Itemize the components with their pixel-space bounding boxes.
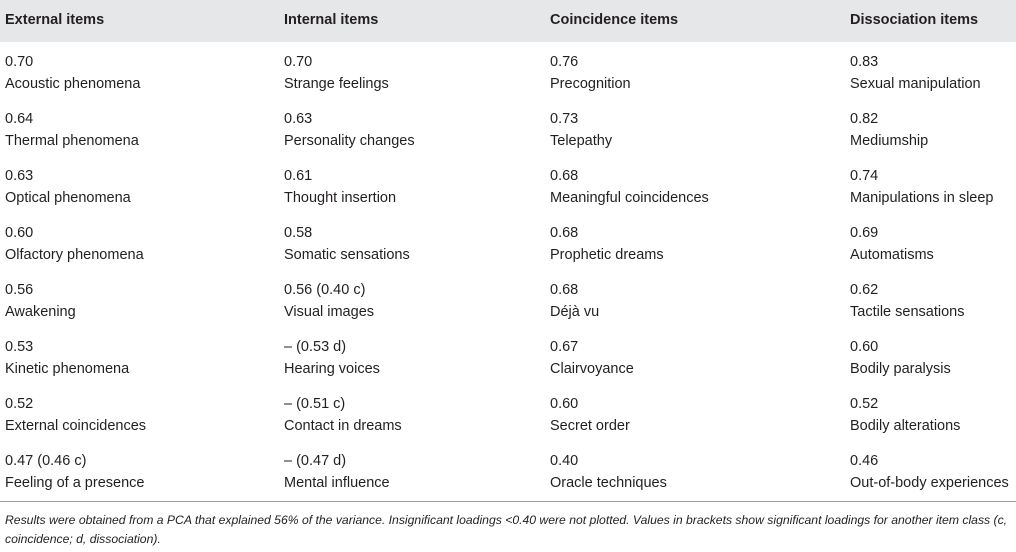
item-label: Tactile sensations xyxy=(850,304,965,320)
table-cell xyxy=(284,441,390,492)
loading-value: 0.63 xyxy=(284,111,313,127)
item-label: Telepathy xyxy=(550,133,613,149)
loading-value: 0.52 xyxy=(5,396,34,412)
table-row xyxy=(0,213,1016,270)
table-cell xyxy=(284,384,402,435)
item-label: Prophetic dreams xyxy=(550,247,664,263)
item-label: Olfactory phenomena xyxy=(5,247,144,263)
item-label: Sexual manipulation xyxy=(850,76,981,92)
table-cell xyxy=(550,327,634,378)
table-cell xyxy=(850,99,928,150)
loading-value: 0.68 xyxy=(550,282,579,298)
item-label: Bodily alterations xyxy=(850,418,961,434)
header-coincidence-items: Coincidence items xyxy=(550,12,679,28)
loading-value: – (0.53 d) xyxy=(284,339,347,355)
table-cell xyxy=(5,99,139,150)
loading-value: 0.70 xyxy=(284,54,313,70)
table-row xyxy=(0,156,1016,213)
item-label: Contact in dreams xyxy=(284,418,402,434)
table-cell xyxy=(5,42,140,93)
item-label: Personality changes xyxy=(284,133,415,149)
table-cell xyxy=(550,42,631,93)
loading-value: 0.46 xyxy=(850,453,879,469)
item-label: Acoustic phenomena xyxy=(5,76,141,92)
table-cell xyxy=(850,384,960,435)
loading-value: 0.64 xyxy=(5,111,34,127)
header-dissociation-items: Dissociation items xyxy=(850,12,979,28)
item-label: Meaningful coincidences xyxy=(550,190,709,206)
table-cell xyxy=(5,270,76,321)
table-row xyxy=(0,441,1016,498)
item-label: Oracle techniques xyxy=(550,475,667,491)
loading-value: 0.56 xyxy=(5,282,34,298)
table-cell xyxy=(850,213,934,264)
loading-value: 0.63 xyxy=(5,168,34,184)
loading-value: 0.74 xyxy=(850,168,879,184)
header-external-items: External items xyxy=(5,12,105,28)
loading-value: – (0.51 c) xyxy=(284,396,346,412)
loading-value: 0.82 xyxy=(850,111,879,127)
item-label: External coincidences xyxy=(5,418,147,434)
table-cell xyxy=(5,213,144,264)
table-cell xyxy=(284,99,415,150)
loading-value: 0.76 xyxy=(550,54,579,70)
item-label: Kinetic phenomena xyxy=(5,361,130,377)
item-label: Out-of-body experiences xyxy=(850,475,1009,491)
loading-value: 0.67 xyxy=(550,339,579,355)
table-cell xyxy=(284,327,380,378)
loading-value: 0.68 xyxy=(550,168,579,184)
item-label: Visual images xyxy=(284,304,375,320)
item-label: Hearing voices xyxy=(284,361,380,377)
table-cell xyxy=(850,270,964,321)
loading-value: 0.69 xyxy=(850,225,879,241)
table-cell xyxy=(550,156,709,207)
loading-value: 0.61 xyxy=(284,168,313,184)
table-cell xyxy=(284,42,389,93)
item-label: Thermal phenomena xyxy=(5,133,139,149)
loading-value: 0.60 xyxy=(850,339,879,355)
loading-value: 0.70 xyxy=(5,54,34,70)
table-cell xyxy=(550,270,599,321)
table-cell xyxy=(850,441,1009,492)
table-cell xyxy=(550,441,667,492)
item-label: Bodily paralysis xyxy=(850,361,951,377)
table-cell xyxy=(284,156,396,207)
loading-value: 0.62 xyxy=(850,282,879,298)
table-row xyxy=(0,384,1016,441)
table-cell xyxy=(550,99,612,150)
table-cell xyxy=(850,327,951,378)
table-cell xyxy=(5,327,129,378)
table-header xyxy=(0,0,1016,42)
item-label: Precognition xyxy=(550,76,631,92)
table-cell xyxy=(550,213,664,264)
header-internal-items: Internal items xyxy=(284,12,379,28)
item-label: Manipulations in sleep xyxy=(850,190,994,206)
table-cell xyxy=(5,156,131,207)
table-cell xyxy=(284,270,374,321)
table-cell xyxy=(284,213,410,264)
table-cell xyxy=(5,384,146,435)
table-row xyxy=(0,327,1016,384)
table-body xyxy=(0,42,1016,500)
loading-value: 0.58 xyxy=(284,225,313,241)
table-row xyxy=(0,42,1016,99)
loading-value: 0.40 xyxy=(550,453,579,469)
loading-value: 0.52 xyxy=(850,396,879,412)
loading-value: 0.60 xyxy=(5,225,34,241)
item-label: Mediumship xyxy=(850,133,929,149)
item-label: Feeling of a presence xyxy=(5,475,145,491)
item-label: Awakening xyxy=(5,304,76,320)
table-row xyxy=(0,270,1016,327)
table-bottom-rule xyxy=(0,501,1016,502)
loading-value: 0.60 xyxy=(550,396,579,412)
loading-value: 0.56 (0.40 c) xyxy=(284,282,366,298)
loading-value: 0.73 xyxy=(550,111,579,127)
item-label: Strange feelings xyxy=(284,76,389,92)
item-label: Automatisms xyxy=(850,247,934,263)
item-label: Déjà vu xyxy=(550,304,600,320)
loading-value: 0.53 xyxy=(5,339,34,355)
item-label: Somatic sensations xyxy=(284,247,410,263)
loading-value: 0.47 (0.46 c) xyxy=(5,453,87,469)
item-label: Secret order xyxy=(550,418,630,434)
table-row xyxy=(0,99,1016,156)
loading-value: 0.68 xyxy=(550,225,579,241)
table-cell xyxy=(550,384,630,435)
item-label: Optical phenomena xyxy=(5,190,131,206)
table-cell xyxy=(850,156,993,207)
table-cell xyxy=(850,42,981,93)
item-label: Mental influence xyxy=(284,475,390,491)
table-cell xyxy=(5,441,144,492)
loading-value: – (0.47 d) xyxy=(284,453,347,469)
table-footnote: Results were obtained from a PCA that explained 56% of the variance. Insignificant loadings <0.40 were not plotted. Values in brackets show significant loadings for another item class (c, coincidence; d, dissociation). xyxy=(5,513,1008,546)
loading-value: 0.83 xyxy=(850,54,879,70)
item-label: Clairvoyance xyxy=(550,361,634,377)
item-label: Thought insertion xyxy=(284,190,397,206)
